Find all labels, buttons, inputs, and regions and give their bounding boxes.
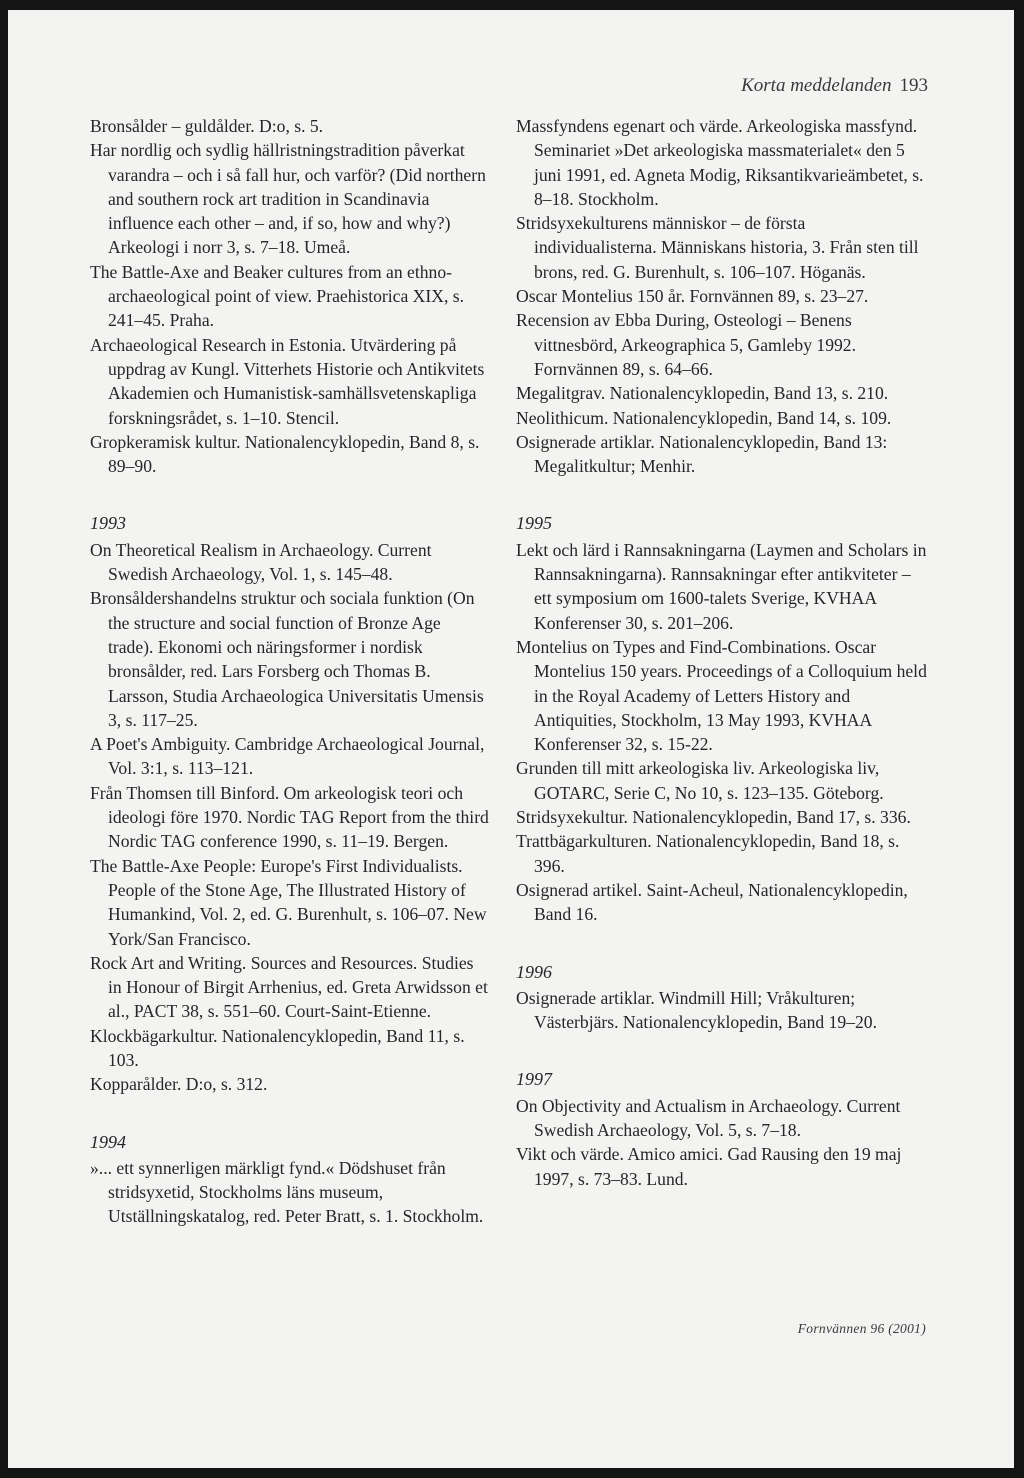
bibliography-entry: Megalitgrav. Nationalencyklopedin, Band 13, s. 210.: [516, 383, 889, 404]
bibliography-entry: Montelius on Types and Find-Combinations. Oscar Montelius 150 years. Proceedings of a Colloquium held in the Royal Academy of Letters History and Antiquities, Stockholm, 13 May 1993, KVHAA Konferenser 32, s. 15-22.: [516, 636, 927, 755]
bibliography-entry: Recension av Ebba During, Osteologi – Benens vittnesbörd, Arkeographica 5, Gamleby 1992. Fornvännen 89, s. 64–66.: [516, 310, 856, 379]
year-heading-1997: 1997: [516, 1069, 552, 1090]
bibliography-entry: Archaeological Research in Estonia. Utvärdering på uppdrag av Kungl. Vitterhets Historie och Antikvitets Akademien och Humanistisk-samhällsvetenskapliga forskningsrådet, s. 1–10. Stencil.: [90, 334, 485, 428]
bibliography-entry: Osignerad artikel. Saint-Acheul, Nationalencyklopedin, Band 16.: [516, 879, 908, 925]
bibliography-entry: Bronsålder – guldålder. D:o, s. 5.: [90, 116, 324, 136]
bibliography-entry: »... ett synnerligen märkligt fynd.« Dödshuset från stridsyxetid, Stockholms läns museum, Utställningskatalog, red. Peter Bratt, s. 1. Stockholm.: [90, 1157, 484, 1227]
running-head: [741, 75, 928, 97]
bibliography-entry: A Poet's Ambiguity. Cambridge Archaeological Journal, Vol. 3:1, s. 113–121.: [90, 734, 485, 779]
year-heading-1995: 1995: [516, 513, 552, 534]
bibliography-entry: Gropkeramisk kultur. Nationalencyklopedin, Band 8, s. 89–90.: [90, 431, 480, 477]
bibliography-entry: Från Thomsen till Binford. Om arkeologisk teori och ideologi före 1970. Nordic TAG Report from the third Nordic TAG conference 1990, s. 11–19. Bergen.: [90, 782, 489, 852]
bibliography-entry: Osignerade artiklar. Windmill Hill; Vråkulturen; Västerbjärs. Nationalencyklopedin, Band 19–20.: [516, 987, 877, 1033]
journal-footer: Fornvännen 96 (2001): [797, 1321, 926, 1336]
bibliography-entry: Kopparålder. D:o, s. 312.: [90, 1074, 268, 1095]
bibliography-entry: Stridsyxekulturens människor – de första individualisterna. Människans historia, 3. Från sten till brons, red. G. Burenhult, s. 106–107. Höganäs.: [516, 213, 919, 282]
bibliography-entry: Stridsyxekultur. Nationalencyklopedin, Band 17, s. 336.: [516, 807, 911, 828]
year-heading-1993: 1993: [90, 513, 126, 534]
bibliography-entry: Rock Art and Writing. Sources and Resources. Studies in Honour of Birgit Arrhenius, ed. Greta Arwidsson et al., PACT 38, s. 551–60. Court-Saint-Etienne.: [90, 952, 488, 1022]
bibliography-entry: The Battle-Axe and Beaker cultures from an ethno-archaeological point of view. Praehistorica XIX, s. 241–45. Praha.: [90, 261, 464, 331]
right-column: [516, 114, 928, 1191]
bibliography-entry: On Objectivity and Actualism in Archaeology. Current Swedish Archaeology, Vol. 5, s. 7–18.: [516, 1095, 901, 1140]
bibliography-entry: Neolithicum. Nationalencyklopedin, Band 14, s. 109.: [516, 407, 892, 428]
bibliography-entry: The Battle-Axe People: Europe's First Individualists. People of the Stone Age, The Illustrated History of Humankind, Vol. 2, ed. G. Burenhult, s. 106–07. New York/San Francisco.: [90, 855, 487, 949]
journal-section-title: Korta meddelanden: [741, 75, 892, 96]
bibliography-entry: Oscar Montelius 150 år. Fornvännen 89, s. 23–27.: [516, 286, 869, 307]
bibliography-entry: On Theoretical Realism in Archaeology. Current Swedish Archaeology, Vol. 1, s. 145–48.: [90, 539, 432, 585]
bibliography-entry: Grunden till mitt arkeologiska liv. Arkeologiska liv, GOTARC, Serie C, No 10, s. 123–135. Göteborg.: [516, 758, 884, 803]
bibliography-entry: Bronsåldershandelns struktur och sociala funktion (On the structure and social function of Bronze Age trade). Ekonomi och näringsformer i nordisk bronsålder, red. Lars Forsberg och Thomas B. Larsson, Studia Archaeologica Universitatis Umensis 3, s. 117–25.: [90, 588, 484, 730]
bibliography-entry: Trattbägarkulturen. Nationalencyklopedin, Band 18, s. 396.: [516, 831, 900, 876]
page-number: 193: [899, 75, 928, 96]
book-page: [8, 10, 1014, 1468]
bibliography-entry: Massfyndens egenart och värde. Arkeologiska massfynd. Seminariet »Det arkeologiska massmaterialet« den 5 juni 1991, ed. Agneta Modig, Riksantikvarieämbetet, s. 8–18. Stockholm.: [516, 116, 924, 209]
year-heading-1994: 1994: [90, 1131, 126, 1152]
bibliography-entry: Osignerade artiklar. Nationalencyklopedin, Band 13: Megalitkultur; Menhir.: [516, 431, 888, 477]
bibliography-entry: Har nordlig och sydlig hällristningstradition påverkat varandra – och i så fall hur, och varför? (Did northern and southern rock art tradition in Scandinavia influence each other – and, if so, how and why?) Arkeologi i norr 3, s. 7–18. Umeå.: [90, 140, 486, 258]
year-heading-1996: 1996: [516, 961, 552, 982]
bibliography-entry: Klockbägarkultur. Nationalencyklopedin, Band 11, s. 103.: [90, 1025, 465, 1070]
left-column: [90, 114, 490, 1229]
bibliography-entry: Lekt och lärd i Rannsakningarna (Laymen and Scholars in Rannsakningarna). Rannsakningar efter antikviteter – ett symposium om 1600-talets Sverige, KVHAA Konferenser 30, s. 201–206.: [516, 539, 927, 633]
bibliography-entry: Vikt och värde. Amico amici. Gad Rausing den 19 maj 1997, s. 73–83. Lund.: [516, 1144, 902, 1189]
